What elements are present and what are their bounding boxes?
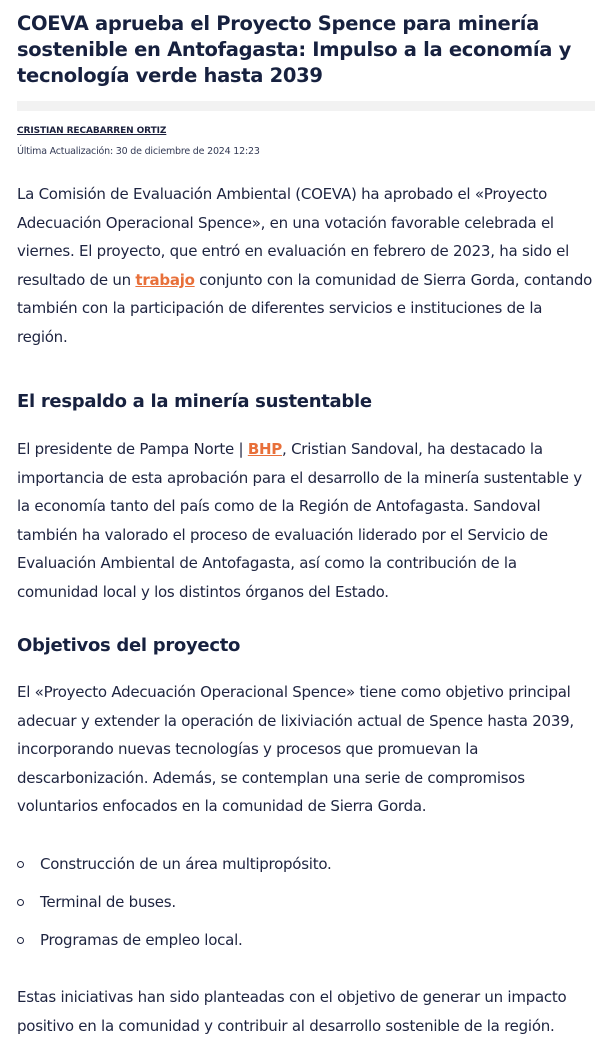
paragraph-support-text-start: El presidente de Pampa Norte | <box>17 440 248 458</box>
list-item <box>17 888 597 926</box>
paragraph-closing: Estas iniciativas han sido planteadas con el objetivo de generar un impacto positivo en la comunidad y contribuir al desarrollo sostenible de la región. <box>17 988 567 1035</box>
list-item-text: Programas de empleo local. <box>40 931 243 949</box>
paragraph-support-text-end: , Cristian Sandoval, ha destacado la importancia de esta aprobación para el desarrollo de la minería sustentable y la economía tanto del país como de la Región de Antofagasta. Sandoval también ha valorado el proceso de evaluación liderado por el Servicio de Evaluación Ambiental de Antofagasta, así como la contribución de la comunidad local y los distintos órganos del Estado. <box>17 440 582 601</box>
list-item <box>17 926 597 964</box>
heading-objectives: Objetivos del proyecto <box>17 635 241 656</box>
commitments-list <box>17 850 597 964</box>
list-item-text: Terminal de buses. <box>40 893 176 911</box>
paragraph-intro <box>17 180 597 352</box>
bullet-circle-icon <box>17 861 24 868</box>
heading-support: El respaldo a la minería sustentable <box>17 391 372 412</box>
title-divider <box>17 101 595 111</box>
bhp-link[interactable]: BHP <box>247 440 283 458</box>
paragraph-objectives: El «Proyecto Adecuación Operacional Spence» tiene como objetivo principal adecuar y extender la operación de lixiviación actual de Spence hasta 2039, incorporando nuevas tecnologías y procesos que promuevan la descarbonización. Además, se contemplan una serie de compromisos voluntarios enfocados en la comunidad de Sierra Gorda. <box>17 683 574 816</box>
article-title: COEVA aprueba el Proyecto Spence para minería sostenible en Antofagasta: Impulso a la economía y tecnología verde hasta 2039 <box>17 12 571 87</box>
paragraph-intro-text-end: conjunto con la comunidad de Sierra Gorda, contando también con la participación de diferentes servicios e instituciones de la región. <box>17 270 593 346</box>
paragraph-support <box>17 435 597 607</box>
trabajo-link[interactable]: trabajo <box>135 270 195 289</box>
bullet-circle-icon <box>17 937 24 944</box>
bullet-circle-icon <box>17 899 24 906</box>
author-link[interactable]: CRISTIAN RECABARREN ORTIZ <box>17 126 167 136</box>
paragraph-intro-text-start: La Comisión de Evaluación Ambiental (COEVA) ha aprobado el «Proyecto Adecuación Operacional Spence», en una votación favorable celebrada el viernes. El proyecto, que entró en evaluación en febrero de 2023, ha sido el resultado de un <box>17 185 570 289</box>
last-updated: Última Actualización: 30 de diciembre de 2024 12:23 <box>17 146 260 157</box>
list-item-text: Construcción de un área multipropósito. <box>40 855 332 873</box>
list-item <box>17 850 597 888</box>
